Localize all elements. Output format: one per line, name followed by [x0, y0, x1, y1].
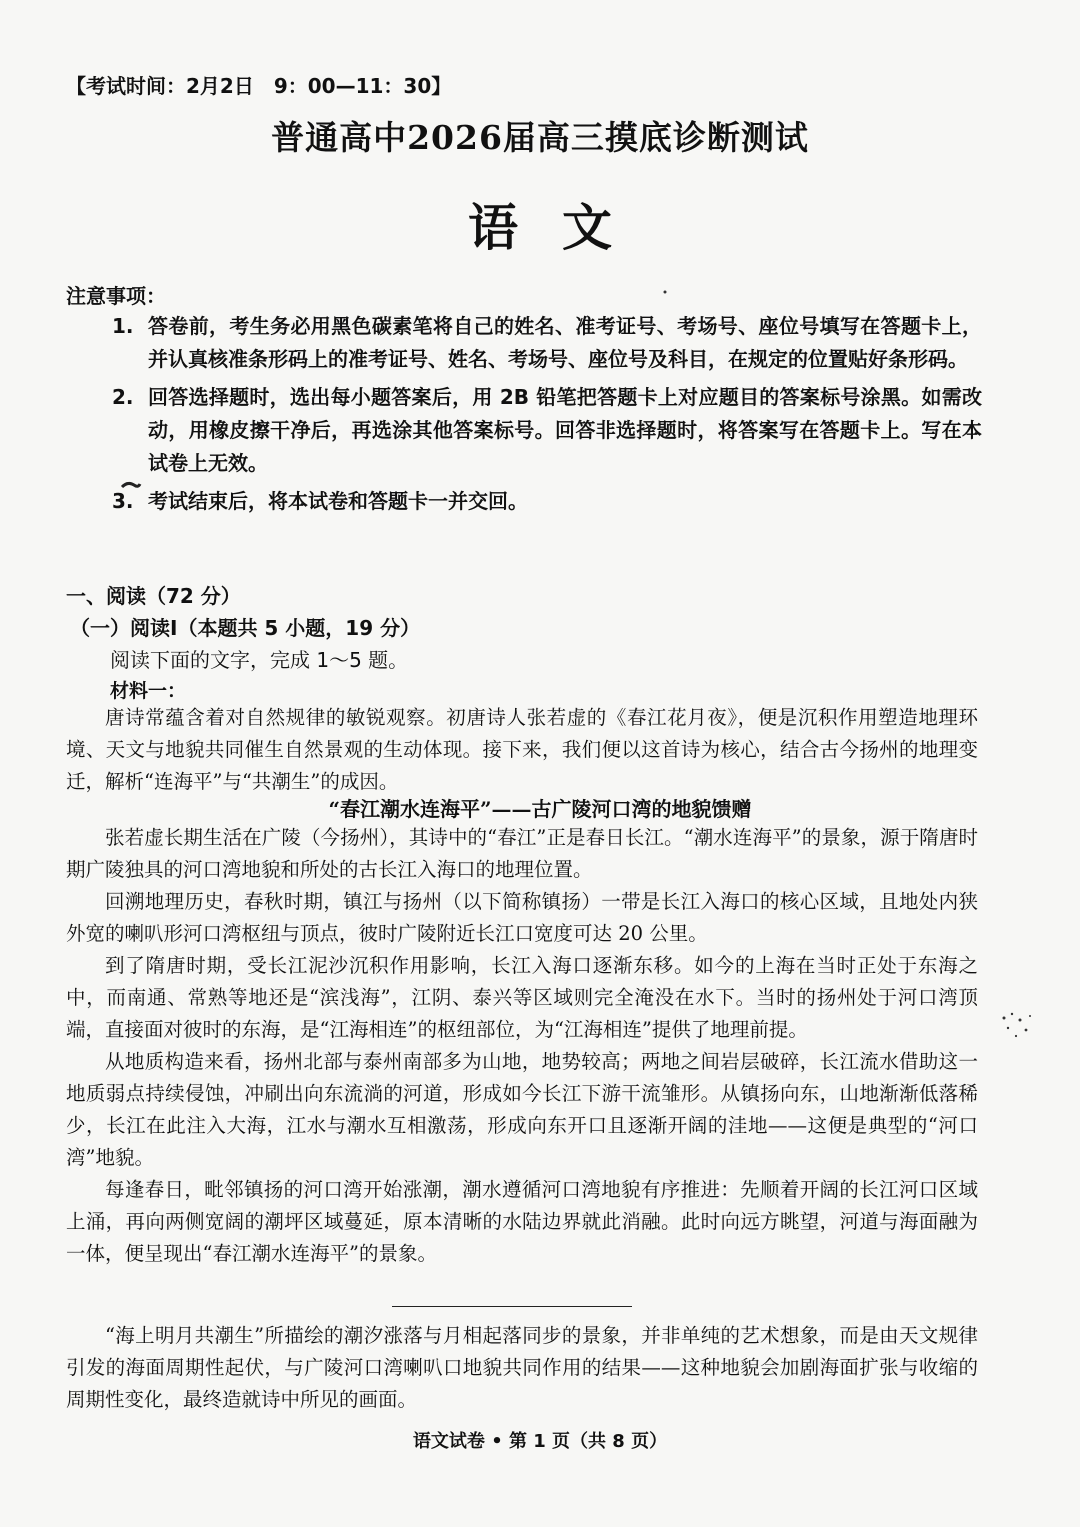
passage-intro	[66, 702, 978, 798]
notice-number: 1.	[112, 314, 134, 338]
notice-title: 注意事项：	[66, 284, 166, 308]
notice-text: 回答选择题时，选出每小题答案后，用 2B 铅笔把答题卡上对应题目的答案标号涂黑。如需改动，用橡皮擦干净后，再选涂其他答案标号。回答非选择题时，将答案写在答题卡上。写在本试卷上无效。	[148, 385, 982, 475]
scan-dots-mark	[998, 1008, 1038, 1042]
paragraph: 从地质构造来看，扬州北部与泰州南部多为山地，地势较高；两地之间岩层破碎，长江流水借助这一地质弱点持续侵蚀，冲刷出向东流淌的河道，形成如今长江下游干流雏形。从镇扬向东，山地渐渐低落稀少，长江在此注入大海，江水与潮水互相激荡，形成向东开口且逐渐开阔的洼地——这便是典型的“河口湾”地貌。	[66, 1050, 978, 1169]
paragraph: 到了隋唐时期，受长江泥沙沉积作用影响，长江入海口逐渐东移。如今的上海在当时正处于东海之中，而南通、常熟等地还是“滨浅海”，江阴、泰兴等区域则完全淹没在水下。当时的扬州处于河口湾顶端，直接面对彼时的东海，是“江海相连”的枢纽部位，为“江海相连”提供了地理前提。	[66, 954, 978, 1041]
paragraph: 张若虚长期生活在广陵（今扬州），其诗中的“春江”正是春日长江。“潮水连海平”的景象，源于隋唐时期广陵独具的河口湾地貌和所处的古长江入海口的地理位置。	[66, 826, 978, 881]
notice-number: 3.	[112, 489, 134, 513]
notice-item	[112, 381, 982, 480]
subsection-heading: （一）阅读Ⅰ（本题共 5 小题，19 分）	[70, 616, 421, 640]
exam-time: 【考试时间：2月2日 9：00—11：30】	[66, 74, 452, 98]
scan-speck-mark	[662, 288, 668, 296]
paragraph: 每逢春日，毗邻镇扬的河口湾开始涨潮，潮水遵循河口湾地貌有序推进：先顺着开阔的长江河口区域上涌，再向两侧宽阔的潮坪区域蔓延，原本清晰的水陆边界就此消融。此时向远方眺望，河道与海面融为一体，便呈现出“春江潮水连海平”的景象。	[66, 1178, 978, 1265]
exam-title: 普通高中2026届高三摸底诊断测试	[271, 118, 809, 157]
paragraph: 唐诗常蕴含着对自然规律的敏锐观察。初唐诗人张若虚的《春江花月夜》，便是沉积作用塑造地理环境、天文与地貌共同催生自然景观的生动体现。接下来，我们便以这首诗为核心，结合古今扬州的地理变迁，解析“连海平”与“共潮生”的成因。	[66, 706, 978, 793]
passage-subtitle: “春江潮水连海平”——古广陵河口湾的地貌馈赠	[328, 797, 752, 821]
instruction: 阅读下面的文字，完成 1～5 题。	[110, 648, 409, 672]
notice-text: 考试结束后，将本试卷和答题卡一并交回。	[148, 489, 528, 513]
notice-list	[112, 310, 982, 523]
paragraph: 回溯地理历史，春秋时期，镇江与扬州（以下简称镇扬）一带是长江入海口的核心区域，且地处内狭外宽的喇叭形河口湾枢纽与顶点，彼时广陵附近长江口宽度可达 20 公里。	[66, 890, 978, 945]
section-heading: 一、阅读（72 分）	[66, 584, 241, 608]
page-footer: 语文试卷 • 第 1 页（共 8 页）	[412, 1431, 668, 1452]
subject-title: 语文	[468, 198, 656, 257]
notice-number: 2.	[112, 385, 134, 409]
ink-smudge-mark	[120, 480, 142, 492]
material-label: 材料一：	[110, 680, 187, 702]
paragraph: “海上明月共潮生”所描绘的潮汐涨落与月相起落同步的景象，并非单纯的艺术想象，而是由天文规律引发的海面周期性起伏，与广陵河口湾喇叭口地貌共同作用的结果——这种地貌会加剧海面扩张与收缩的周期性变化，最终造就诗中所见的画面。	[66, 1324, 978, 1411]
notice-item	[112, 310, 982, 376]
notice-item	[112, 485, 982, 518]
notice-text: 答卷前，考生务必用黑色碳素笔将自己的姓名、准考证号、考场号、座位号填写在答题卡上，并认真核准条形码上的准考证号、姓名、考场号、座位号及科目，在规定的位置贴好条形码。	[148, 314, 982, 371]
section-divider	[392, 1306, 632, 1307]
passage-body	[66, 822, 978, 1270]
passage-continuation	[66, 1320, 978, 1416]
